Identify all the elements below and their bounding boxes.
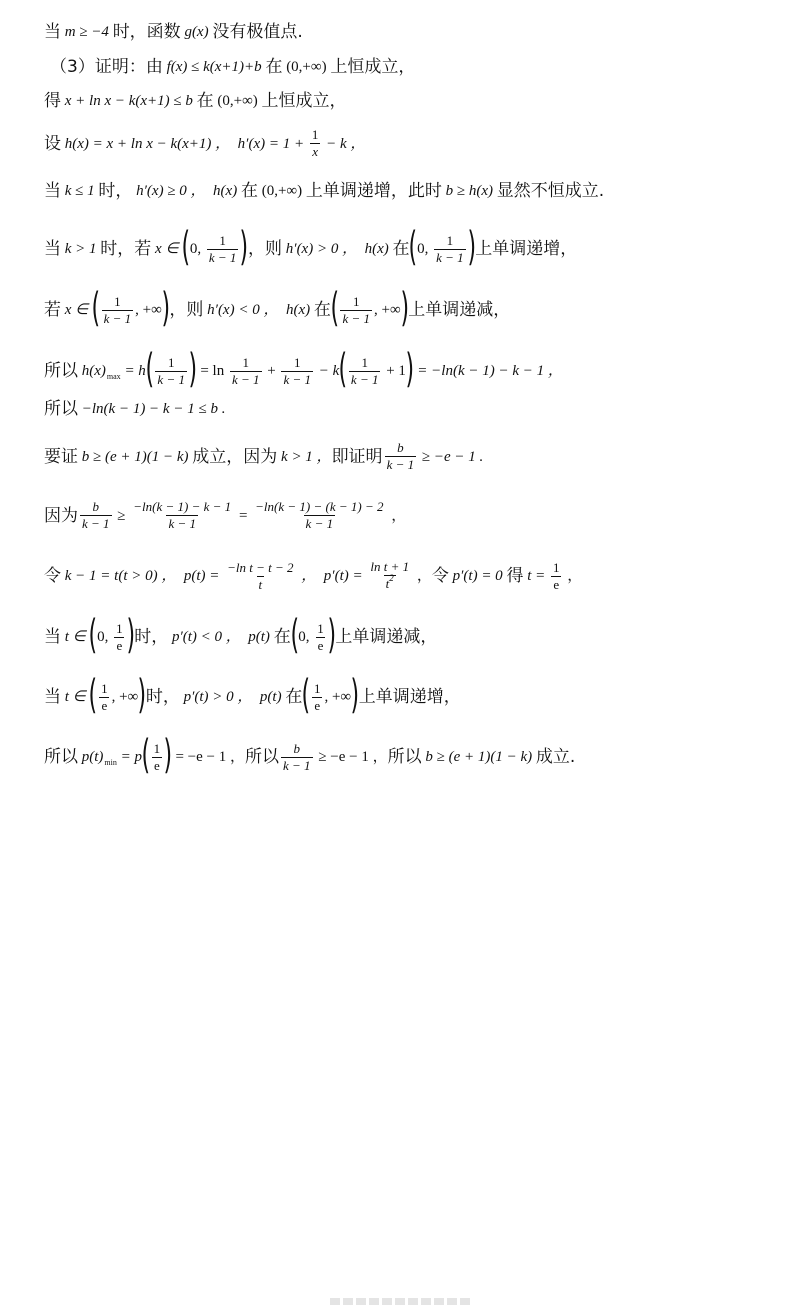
right-paren: ) xyxy=(467,224,476,270)
left-paren: ( xyxy=(181,224,191,270)
fraction: 1 e xyxy=(116,620,123,653)
line-4: 设 h(x) = x + ln x − k(x+1) ， h′(x) = 1 + $\frac{1}{x}$ − k ， xyxy=(44,127,366,159)
fraction: $\frac{b}{k - 1}$ xyxy=(82,499,110,531)
right-paren: ) xyxy=(350,672,360,718)
line-15: 所以 p(t) min = p ( 1 e ) = −e − 1 ， 所以 $\frac{b}{k - 1}$ ≥ −e − 1 ， 所以 b ≥ (e + 1)(1 − k) 成立. xyxy=(44,732,576,778)
line-10: 要证 b ≥ (e + 1)(1 − k) 成立，因为 k > 1 ， 即证明 $\frac{b}{k - 1}$ ≥ −e − 1 . xyxy=(44,440,484,472)
fraction: 1 k − 1 xyxy=(350,354,379,387)
line-9: 所以 −ln(k − 1) − k − 1 ≤ b . xyxy=(44,399,226,419)
left-paren: ( xyxy=(145,346,154,392)
left-paren: ( xyxy=(330,285,339,331)
page-footer-fragment xyxy=(330,1298,470,1305)
line-8: 所以 h(x) max = h ( 1 k − 1 ) = ln 1 k − 1 + $\frac{1}{k - 1}$ − k ( 1 k − 1 + 1 ) = −ln(k − 1) − k − 1 ， xyxy=(44,346,563,392)
line-2: （3）证明：由 f(x) ≤ k(x+1)+b 在 (0,+∞) 上恒成立， xyxy=(50,57,416,77)
line-5: 当 k ≤ 1 时， h′(x) ≥ 0 ， h(x) 在 (0,+∞) 上单调递增，此时 b ≥ h(x) 显然不恒成立. xyxy=(44,181,605,201)
left-paren: ( xyxy=(141,732,151,778)
fraction: 1 e xyxy=(313,680,321,713)
left-paren: ( xyxy=(91,285,101,331)
fraction: $\frac{1}{k - 1}$ xyxy=(283,354,312,387)
fraction: $\frac{1}{e}$ xyxy=(552,559,560,592)
line-14: 当 t ∈ ( 1 e , +∞ ) 时， p′(t) > 0 ， p(t) 在 ( 1 e , +∞ ) 上单调递增， xyxy=(44,672,461,718)
right-paren: ) xyxy=(400,285,409,331)
fraction: $\frac{b}{k - 1}$ xyxy=(386,440,415,472)
right-paren: ) xyxy=(239,224,249,270)
right-paren: ) xyxy=(327,612,336,658)
fraction: 1 k − 1 xyxy=(231,354,260,387)
fraction: $\frac{\text{ln t + 1}}{t^2}$ xyxy=(370,559,410,591)
line-3: 得 x + ln x − k(x+1) ≤ b 在 (0,+∞) 上恒成立， xyxy=(44,91,347,111)
fraction: 1 k − 1 xyxy=(157,354,185,387)
fraction: 1 e xyxy=(101,680,108,713)
fraction: $\frac{-\ln(k - 1) - (k - 1) - 2}{k - 1}$ xyxy=(255,499,384,531)
right-paren: ) xyxy=(126,612,135,658)
line-7: 若 x ∈ ( 1 k − 1 , +∞ ) ，则 h′(x) < 0 ， h(x) 在 ( 1 k − 1 , +∞ ) 上单调递减， xyxy=(44,285,511,331)
right-paren: ) xyxy=(405,346,415,392)
left-paren: ( xyxy=(88,612,98,658)
fraction: 1 k − 1 xyxy=(342,293,371,326)
fraction: 1 e xyxy=(153,740,161,773)
right-paren: ) xyxy=(188,346,198,392)
fraction: 1 k − 1 xyxy=(436,232,464,265)
fraction: $\frac{\text{−ln t − t − 2}}{t}$ xyxy=(227,559,294,592)
line-11: 因为 $\frac{b}{k - 1}$ ≥ $\frac{-\ln(k - 1) - k - 1}{k - 1}$ = $\frac{-\ln(k - 1) - (k - 1) - 2}{k - 1}$ ， xyxy=(44,499,407,531)
fraction: $\frac{1}{x}$ xyxy=(311,127,319,159)
line-13: 当 t ∈ ( 0, 1 e ) 时， p′(t) < 0 ， p(t) 在 ( 0, 1 e ) 上单调递减， xyxy=(44,612,438,658)
right-paren: ) xyxy=(161,285,170,331)
left-paren: ( xyxy=(338,346,348,392)
fraction: 1 k − 1 xyxy=(103,293,132,326)
left-paren: ( xyxy=(88,672,98,718)
fraction: $\frac{-\ln(k - 1) - k - 1}{k - 1}$ xyxy=(133,499,232,531)
fraction: 1 e xyxy=(317,620,324,653)
left-paren: ( xyxy=(301,672,311,718)
left-paren: ( xyxy=(290,612,299,658)
line-1: 当 m ≥ −4 时，函数 g(x) 没有极值点. xyxy=(44,22,303,42)
line-12: 令 k − 1 = t(t > 0) ， p(t) = $\frac{\text{−ln t − t − 2}}{t}$ ， p′(t) = $\frac{\text{ln t + 1}}{t^2}$ ， 令 p′(t) = 0 得 t = $\frac{1}{e}$ ， xyxy=(44,559,583,592)
right-paren: ) xyxy=(137,672,147,718)
right-paren: ) xyxy=(163,732,173,778)
line-6: 当 k > 1 时，若 x ∈ ( 0, 1 k − 1 ) ，则 h′(x) > 0 ， h(x) 在 ( 0, 1 k − 1 ) 上单调递增， xyxy=(44,224,578,270)
fraction: 1 k − 1 xyxy=(208,232,237,265)
left-paren: ( xyxy=(408,224,418,270)
fraction: $\frac{b}{k - 1}$ xyxy=(283,740,311,773)
